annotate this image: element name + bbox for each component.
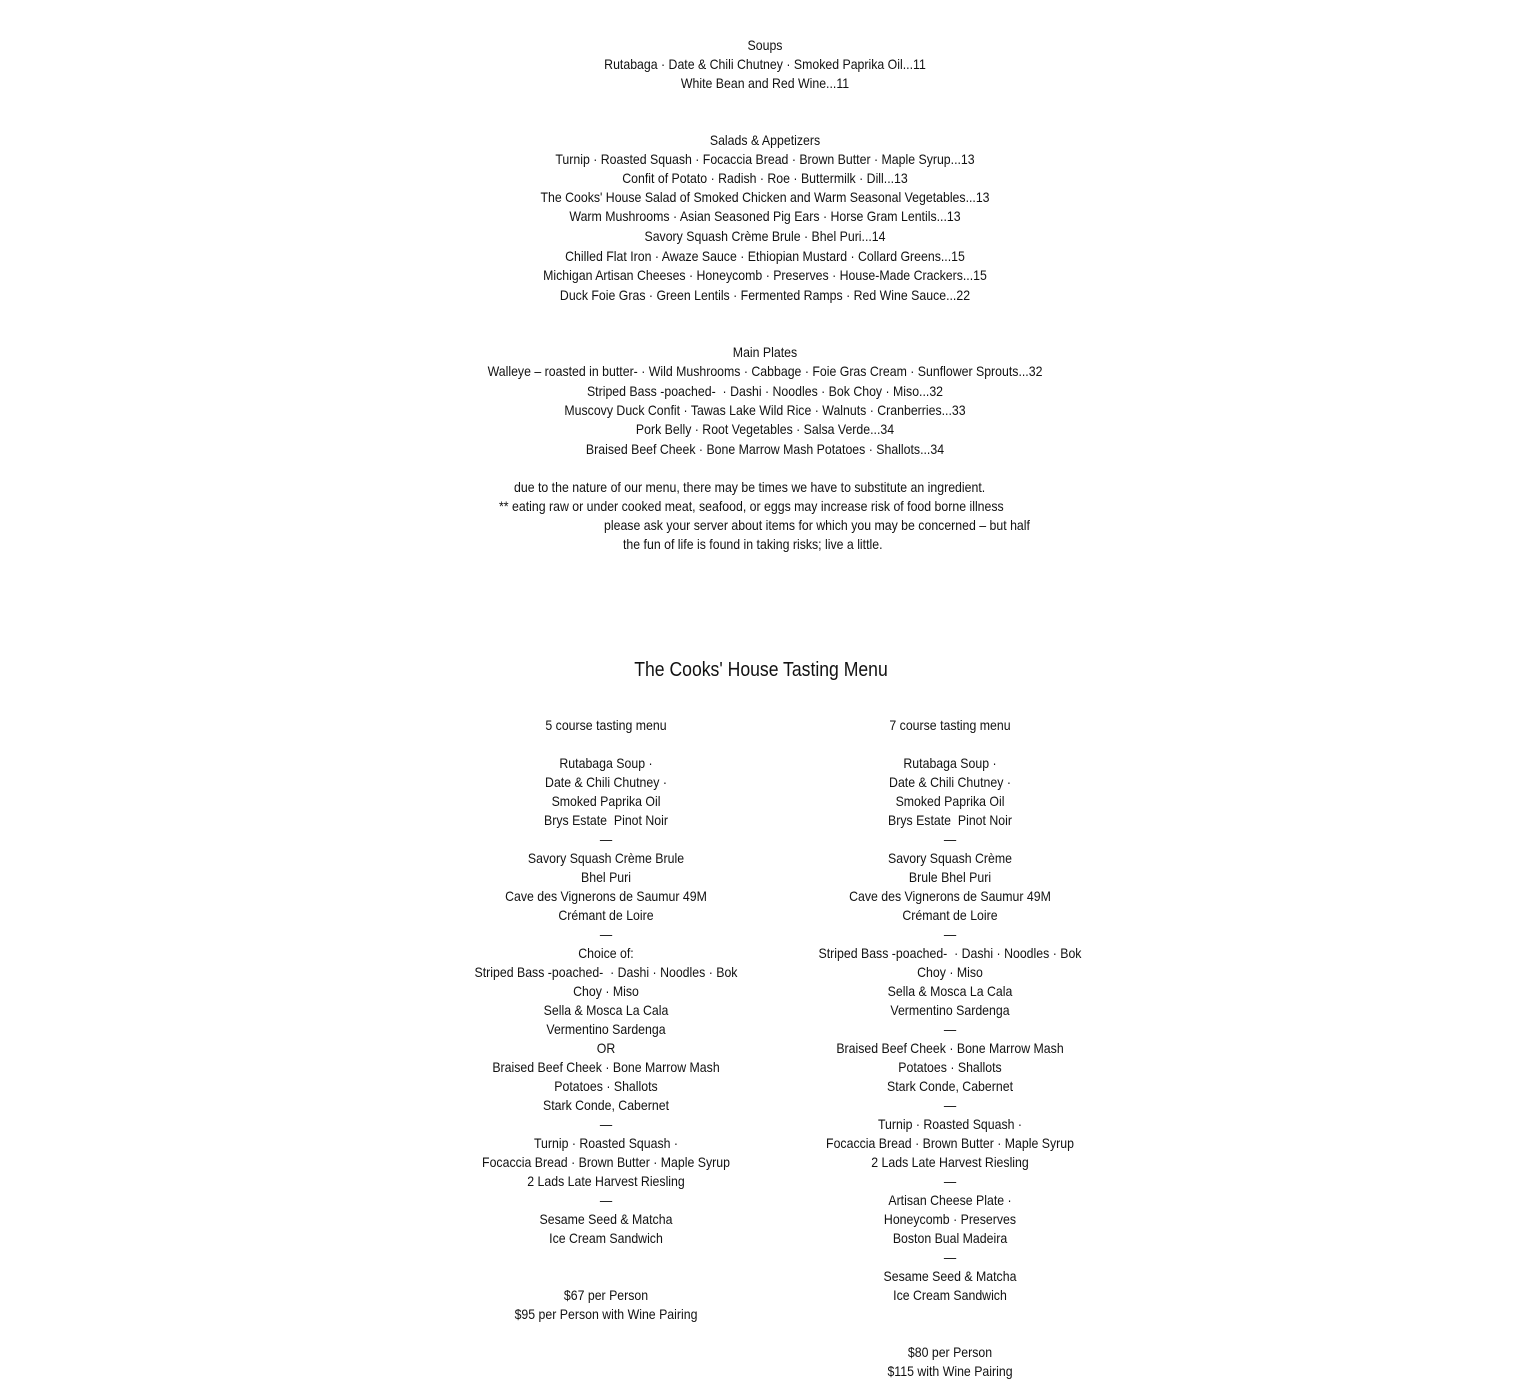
- salads-heading: Salads & Appetizers: [709, 132, 821, 148]
- tasting-line: Choice of:: [578, 945, 634, 961]
- menu-item: Warm Mushrooms · Asian Seasoned Pig Ears · Horse Gram Lentils...13: [569, 208, 961, 224]
- tasting-line: OR: [596, 1040, 616, 1056]
- tasting-line: —: [599, 1116, 613, 1132]
- note-line: ** eating raw or under cooked meat, seafood, or eggs may increase risk of food borne illness: [499, 498, 1004, 514]
- tasting-line: —: [599, 926, 613, 942]
- tasting-line: Brule Bhel Puri: [908, 869, 992, 885]
- tasting-line: Brys Estate Pinot Noir: [888, 812, 1012, 828]
- tasting-line: Striped Bass -poached- · Dashi · Noodles · Bok: [474, 964, 738, 980]
- menu-item: The Cooks' House Salad of Smoked Chicken and Warm Seasonal Vegetables...13: [540, 189, 990, 205]
- menu-item: Chilled Flat Iron · Awaze Sauce · Ethiopian Mustard · Collard Greens...15: [565, 248, 965, 264]
- menu-item: Muscovy Duck Confit · Tawas Lake Wild Rice · Walnuts · Cranberries...33: [564, 402, 966, 418]
- tasting-line: Turnip · Roasted Squash ·: [533, 1135, 679, 1151]
- tasting-line: Savory Squash Crème Brule: [527, 850, 685, 866]
- tasting-line: Smoked Paprika Oil: [895, 793, 1005, 809]
- five-course-price: $67 per Person: [563, 1287, 649, 1303]
- five-course-heading: 5 course tasting menu: [545, 717, 667, 733]
- tasting-line: Smoked Paprika Oil: [551, 793, 661, 809]
- tasting-line: 2 Lads Late Harvest Riesling: [527, 1173, 685, 1189]
- menu-item: Turnip · Roasted Squash · Focaccia Bread · Brown Butter · Maple Syrup...13: [555, 151, 975, 167]
- seven-course-price-wine: $115 with Wine Pairing: [887, 1363, 1013, 1379]
- tasting-line: Crémant de Loire: [558, 907, 654, 923]
- menu-item: Walleye – roasted in butter- · Wild Mushrooms · Cabbage · Foie Gras Cream · Sunflower Sprouts...32: [487, 363, 1043, 379]
- tasting-line: Braised Beef Cheek · Bone Marrow Mash: [836, 1040, 1064, 1056]
- tasting-line: Date & Chili Chutney ·: [545, 774, 667, 790]
- tasting-line: Focaccia Bread · Brown Butter · Maple Syrup: [826, 1135, 1074, 1151]
- tasting-line: Sella & Mosca La Cala: [887, 983, 1013, 999]
- tasting-line: —: [943, 1249, 957, 1265]
- tasting-title: The Cooks' House Tasting Menu: [634, 659, 888, 681]
- tasting-line: Date & Chili Chutney ·: [889, 774, 1011, 790]
- tasting-line: —: [599, 831, 613, 847]
- tasting-line: Crémant de Loire: [902, 907, 998, 923]
- note-line: due to the nature of our menu, there may be times we have to substitute an ingredient.: [514, 479, 986, 495]
- seven-course-price: $80 per Person: [907, 1344, 993, 1360]
- menu-item: Braised Beef Cheek · Bone Marrow Mash Potatoes · Shallots...34: [585, 441, 945, 457]
- tasting-line: Stark Conde, Cabernet: [886, 1078, 1014, 1094]
- menu-item: Pork Belly · Root Vegetables · Salsa Verde...34: [635, 421, 895, 437]
- seven-course-heading: 7 course tasting menu: [889, 717, 1011, 733]
- tasting-line: —: [943, 831, 957, 847]
- tasting-line: Vermentino Sardenga: [546, 1021, 666, 1037]
- tasting-line: Sesame Seed & Matcha: [883, 1268, 1017, 1284]
- tasting-line: Vermentino Sardenga: [890, 1002, 1010, 1018]
- tasting-line: Honeycomb · Preserves: [883, 1211, 1017, 1227]
- tasting-line: Ice Cream Sandwich: [549, 1230, 663, 1246]
- tasting-line: Choy · Miso: [573, 983, 639, 999]
- tasting-line: Sella & Mosca La Cala: [543, 1002, 669, 1018]
- tasting-line: Cave des Vignerons de Saumur 49M: [505, 888, 707, 904]
- menu-item: Confit of Potato · Radish · Roe · Buttermilk · Dill...13: [622, 170, 908, 186]
- menu-item: Michigan Artisan Cheeses · Honeycomb · Preserves · House-Made Crackers...15: [543, 267, 987, 283]
- note-line: the fun of life is found in taking risks; live a little.: [623, 536, 883, 552]
- five-course-price-wine: $95 per Person with Wine Pairing: [514, 1306, 698, 1322]
- tasting-line: Sesame Seed & Matcha: [539, 1211, 673, 1227]
- menu-item: Duck Foie Gras · Green Lentils · Fermented Ramps · Red Wine Sauce...22: [559, 287, 971, 303]
- tasting-line: Rutabaga Soup ·: [903, 755, 997, 771]
- tasting-line: Cave des Vignerons de Saumur 49M: [849, 888, 1051, 904]
- menu-item: Striped Bass -poached- · Dashi · Noodles · Bok Choy · Miso...32: [586, 383, 944, 399]
- note-line: please ask your server about items for which you may be concerned – but half: [604, 517, 1030, 533]
- tasting-line: —: [943, 926, 957, 942]
- tasting-line: Focaccia Bread · Brown Butter · Maple Syrup: [482, 1154, 730, 1170]
- tasting-line: Potatoes · Shallots: [554, 1078, 658, 1094]
- tasting-line: Artisan Cheese Plate ·: [888, 1192, 1012, 1208]
- tasting-line: Brys Estate Pinot Noir: [544, 812, 668, 828]
- tasting-line: Stark Conde, Cabernet: [542, 1097, 670, 1113]
- tasting-line: Ice Cream Sandwich: [893, 1287, 1007, 1303]
- tasting-line: —: [943, 1173, 957, 1189]
- tasting-line: —: [943, 1097, 957, 1113]
- tasting-line: —: [599, 1192, 613, 1208]
- soups-heading: Soups: [747, 37, 783, 53]
- mains-heading: Main Plates: [732, 344, 798, 360]
- tasting-line: Bhel Puri: [581, 869, 631, 885]
- tasting-line: Potatoes · Shallots: [898, 1059, 1002, 1075]
- tasting-line: Boston Bual Madeira: [892, 1230, 1008, 1246]
- menu-item: Rutabaga · Date & Chili Chutney · Smoked Paprika Oil...11: [604, 56, 926, 72]
- tasting-line: —: [943, 1021, 957, 1037]
- tasting-line: Striped Bass -poached- · Dashi · Noodles · Bok: [818, 945, 1082, 961]
- tasting-line: Savory Squash Crème: [888, 850, 1012, 866]
- menu-item: White Bean and Red Wine...11: [680, 75, 850, 91]
- tasting-line: Braised Beef Cheek · Bone Marrow Mash: [492, 1059, 720, 1075]
- tasting-line: Rutabaga Soup ·: [559, 755, 653, 771]
- tasting-line: Choy · Miso: [917, 964, 983, 980]
- tasting-line: Turnip · Roasted Squash ·: [877, 1116, 1023, 1132]
- tasting-line: 2 Lads Late Harvest Riesling: [871, 1154, 1029, 1170]
- menu-item: Savory Squash Crème Brule · Bhel Puri...14: [644, 228, 886, 244]
